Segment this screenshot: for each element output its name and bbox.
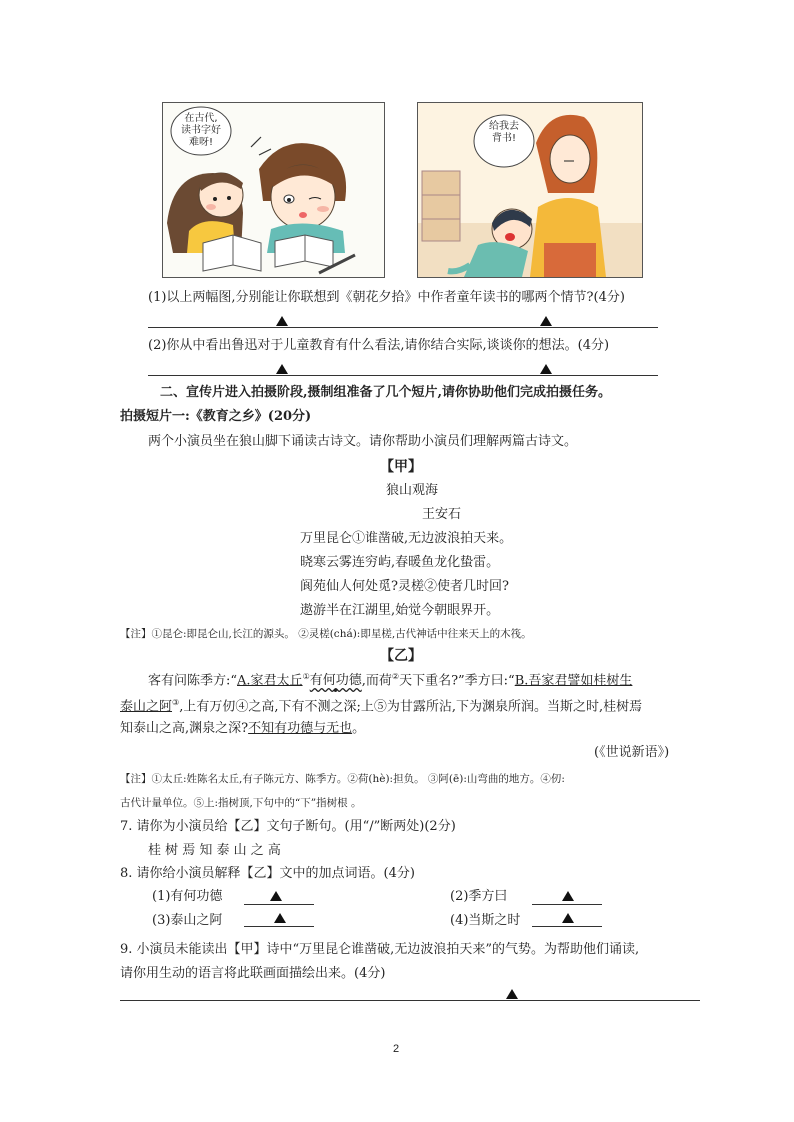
comic-panel-right: [417, 102, 643, 278]
question-9-line-2: 请你用生动的语言将此联画面描绘出来。(4分): [120, 966, 386, 981]
q8-item-4: (4)当斯之时: [450, 913, 521, 928]
left-bubble-text: 在古代, 读书字好 难呀!: [181, 113, 221, 148]
poem-line-3: 阆苑仙人何处觅?灵槎②使者几时回?: [300, 579, 509, 594]
question-7-text[interactable]: 桂 树 焉 知 泰 山 之 高: [148, 843, 281, 858]
jia-tag: 【甲】: [380, 459, 422, 475]
yi-paragraph-line-2: 泰山之阿③,上有万仞④之高,下有不测之深;上⑤为甘露所沾,下为渊泉所润。当斯之时,桂树焉: [120, 698, 643, 715]
answer-line-2[interactable]: [148, 375, 658, 376]
poem-line-2: 晓寒云雾连穷屿,春暖鱼龙化蛰雷。: [300, 555, 500, 570]
sentence-c-underline: 不知有功德与无也: [248, 721, 353, 736]
sentence-a-wavy: 有何功德: [309, 673, 362, 689]
q8-item-3: (3)泰山之阿: [152, 913, 223, 928]
answer-marker-icon: [274, 913, 286, 923]
q8-answer-3[interactable]: [244, 926, 314, 927]
comic-right-illustration: [418, 103, 642, 277]
yi-source: (《世说新语》): [594, 745, 670, 760]
sentence-b-underline: B.吾家君譬如桂树生: [514, 673, 633, 689]
q8-item-2: (2)季方曰: [450, 889, 508, 904]
question-7: 7. 请你为小演员给【乙】文句子断句。(用“/”断两处)(2分): [120, 819, 456, 834]
poem-title: 狼山观海: [386, 483, 439, 498]
section-heading: 二、宣传片进入拍摄阶段,摄制组准备了几个短片,请你协助他们完成拍摄任务。: [160, 385, 612, 400]
comic-question-2: (2)你从中看出鲁迅对于儿童教育有什么看法,请你结合实际,谈谈你的想法。(4分): [148, 338, 610, 353]
question-9-line-1: 9. 小演员未能读出【甲】诗中“万里昆仑谁凿破,无边波浪拍天来”的气势。为帮助他们诵读,: [120, 942, 640, 957]
yi-tag: 【乙】: [380, 648, 422, 664]
sentence-a-underline: A.家君太丘: [237, 673, 303, 689]
yi-note-2: 古代计量单位。⑤上:指树顶,下句中的“下”指树根 。: [120, 797, 362, 809]
q8-answer-4[interactable]: [532, 926, 602, 927]
right-bubble-text: 给我去 背书!: [489, 121, 519, 144]
q9-answer-line[interactable]: [120, 1000, 700, 1001]
poem-line-1: 万里昆仑①谁凿破,无边波浪拍天来。: [300, 531, 513, 546]
answer-marker-icon: [562, 891, 574, 901]
answer-marker-icon: [270, 891, 282, 901]
answer-line-1[interactable]: [148, 327, 658, 328]
answer-marker-icon: [276, 364, 288, 374]
answer-marker-icon: [562, 913, 574, 923]
question-8: 8. 请你给小演员解释【乙】文中的加点词语。(4分): [120, 866, 415, 881]
section-intro: 两个小演员坐在狼山脚下诵读古诗文。请你帮助小演员们理解两篇古诗文。: [148, 434, 578, 449]
yi-paragraph-line-1: 客有问陈季方:“A.家君太丘①有何功德,而荷②天下重名?”季方曰:“B.吾家君譬如桂树生: [148, 672, 633, 689]
jia-note: 【注】①昆仑:即昆仑山,长江的源头。 ②灵槎(chá):即星槎,古代神话中往来天上的木筏。: [120, 628, 532, 640]
answer-marker-icon: [276, 316, 288, 326]
page-number: 2: [393, 1043, 400, 1055]
q8-answer-2[interactable]: [532, 904, 602, 905]
answer-marker-icon: [540, 316, 552, 326]
q8-answer-1[interactable]: [244, 904, 314, 905]
answer-marker-icon: [540, 364, 552, 374]
answer-marker-icon: [506, 989, 518, 999]
comic-question-1: (1)以上两幅图,分别能让你联想到《朝花夕拾》中作者童年读书的哪两个情节?(4分): [148, 290, 625, 305]
yi-note-1: 【注】①太丘:姓陈名太丘,有子陈元方、陈季方。②荷(hè):担负。 ③阿(ē):山弯曲的地方。④仞:: [120, 773, 565, 785]
comic-panel-left: [162, 102, 385, 278]
poem-line-4: 遨游半在江湖里,始觉今朝眼界开。: [300, 603, 500, 618]
yi-paragraph-line-3: 知泰山之高,渊泉之深?不知有功德与无也。: [120, 721, 366, 736]
q8-item-1: (1)有何功德: [152, 889, 223, 904]
poem-author: 王安石: [422, 507, 462, 522]
clip-title: 拍摄短片一:《教育之乡》(20分): [120, 409, 312, 424]
